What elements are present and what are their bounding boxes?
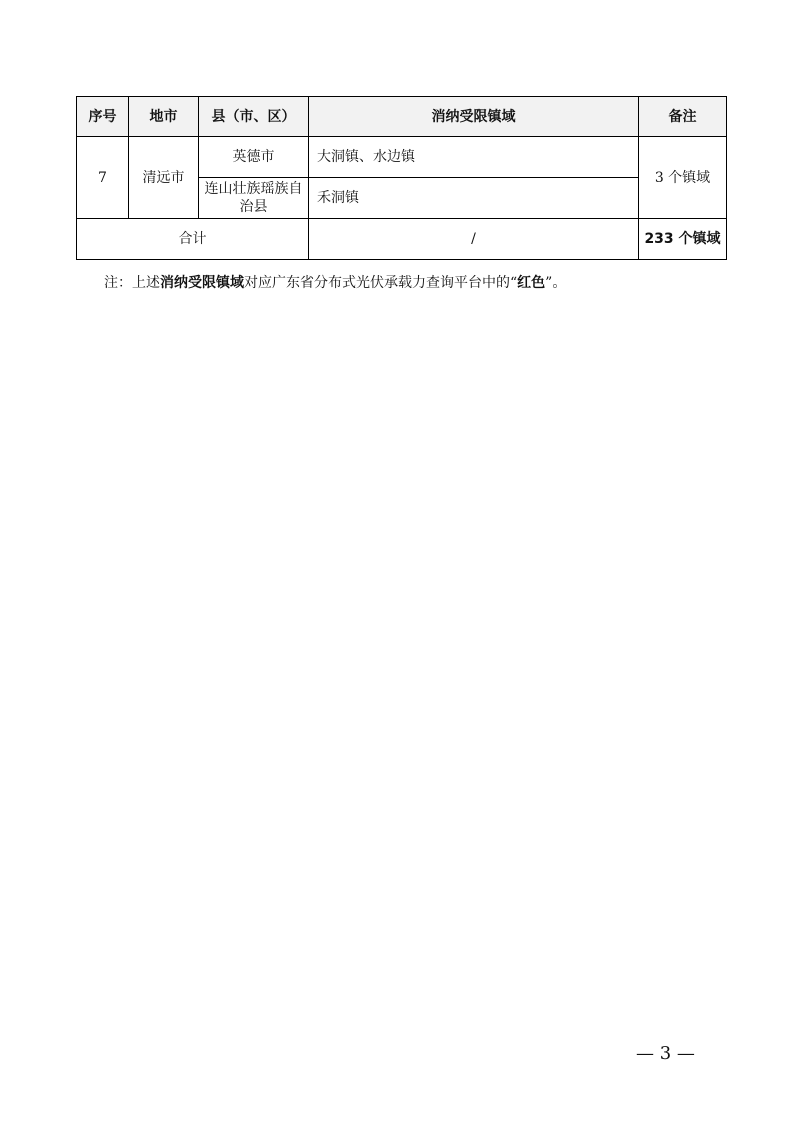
- header-city: 地市: [129, 97, 199, 137]
- cell-remark: 3 个镇域: [639, 137, 727, 219]
- note-bold-color: 红色: [517, 275, 546, 291]
- note-suffix: ”。: [545, 275, 567, 291]
- cell-towns: 大洞镇、水边镇: [309, 137, 639, 178]
- cell-total-towns: /: [309, 219, 639, 260]
- header-remark: 备注: [639, 97, 727, 137]
- note-prefix: 注：上述: [104, 275, 160, 291]
- note-quote-open: “: [510, 275, 518, 291]
- note-middle: 对应广东省分布式光伏承载力查询平台中的: [244, 275, 510, 291]
- note-bold-term: 消纳受限镇域: [160, 275, 244, 291]
- header-serial-number: 序号: [77, 97, 129, 137]
- table-footnote: [104, 273, 744, 293]
- page-number: — 3 —: [636, 1043, 695, 1064]
- cell-towns: 禾洞镇: [309, 178, 639, 219]
- restricted-towns-table: [76, 96, 727, 260]
- table-header-row: [77, 97, 727, 137]
- cell-county: 连山壮族瑶族自治县: [199, 178, 309, 219]
- cell-total-remark: 233 个镇域: [639, 219, 727, 260]
- cell-city: 清远市: [129, 137, 199, 219]
- cell-total-label: 合计: [77, 219, 309, 260]
- cell-county: 英德市: [199, 137, 309, 178]
- header-county: 县（市、区）: [199, 97, 309, 137]
- table-total-row: [77, 219, 727, 260]
- table-row: [77, 137, 727, 178]
- cell-serial-number: 7: [77, 137, 129, 219]
- header-restricted-towns: 消纳受限镇域: [309, 97, 639, 137]
